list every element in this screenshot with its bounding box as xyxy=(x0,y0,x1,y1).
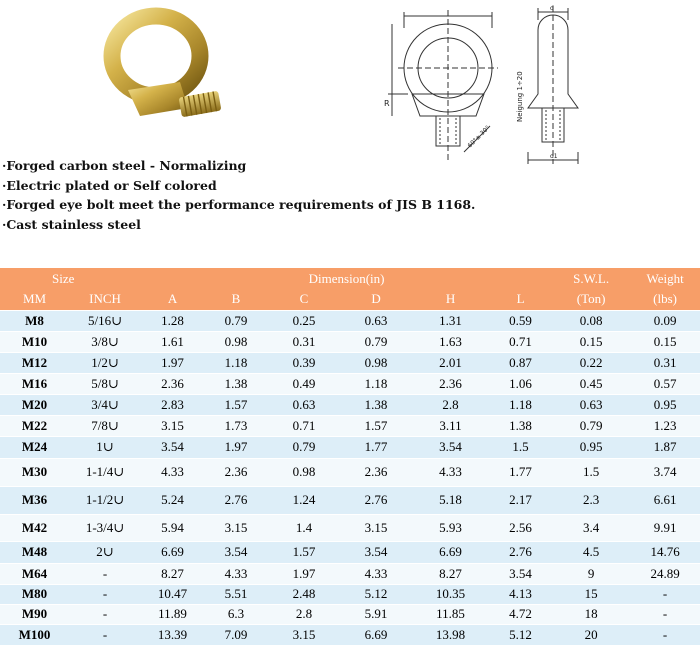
table-cell: 2.17 xyxy=(489,486,552,514)
table-cell: 1.28 xyxy=(141,310,204,331)
table-cell: 3.54 xyxy=(141,436,204,458)
table-cell: 0.57 xyxy=(630,373,700,394)
feature-item: ·Forged carbon steel - Normalizing xyxy=(2,158,247,173)
table-cell: 2.48 xyxy=(268,584,340,604)
table-cell: 1.63 xyxy=(412,331,489,352)
table-cell: 1.57 xyxy=(340,415,412,436)
feature-item: ·Forged eye bolt meet the performance requirements of JIS B 1168. xyxy=(2,197,476,212)
swl-group-header: S.W.L. xyxy=(552,268,630,289)
table-cell: 1.4 xyxy=(268,514,340,541)
table-cell: 10.47 xyxy=(141,584,204,604)
table-row xyxy=(0,373,700,394)
table-cell: 2.83 xyxy=(141,394,204,415)
table-row xyxy=(0,394,700,415)
table-cell: 3.74 xyxy=(630,458,700,486)
table-cell: 5.51 xyxy=(204,584,268,604)
table-cell: 0.79 xyxy=(268,436,340,458)
table-cell: 0.08 xyxy=(552,310,630,331)
table-cell: 6.3 xyxy=(204,604,268,624)
table-row xyxy=(0,415,700,436)
eye-bolt-image xyxy=(88,4,238,152)
table-cell: 3.4 xyxy=(552,514,630,541)
table-cell: 2.36 xyxy=(340,458,412,486)
table-cell: 7.09 xyxy=(204,624,268,645)
table-cell: 8.27 xyxy=(141,563,204,584)
column-header-lbs: (lbs) xyxy=(630,289,700,310)
table-row xyxy=(0,486,700,514)
table-cell: 0.49 xyxy=(268,373,340,394)
table-cell: 0.15 xyxy=(552,331,630,352)
table-cell: 0.98 xyxy=(268,458,340,486)
table-cell: 1.18 xyxy=(204,352,268,373)
table-cell: 1.97 xyxy=(268,563,340,584)
table-cell: 5/16∪ xyxy=(69,310,141,331)
table-cell-mm: M42 xyxy=(0,514,69,541)
table-cell: 3.15 xyxy=(141,415,204,436)
table-cell-mm: M10 xyxy=(0,331,69,352)
table-cell: 5.18 xyxy=(412,486,489,514)
table-cell: 3.15 xyxy=(204,514,268,541)
table-cell: - xyxy=(630,624,700,645)
table-cell: 4.33 xyxy=(340,563,412,584)
table-cell: 5.94 xyxy=(141,514,204,541)
table-cell: 2.76 xyxy=(204,486,268,514)
table-cell: 9 xyxy=(552,563,630,584)
table-cell-mm: M20 xyxy=(0,394,69,415)
table-cell: 1.97 xyxy=(204,436,268,458)
table-cell: 1.77 xyxy=(489,458,552,486)
table-cell-mm: M24 xyxy=(0,436,69,458)
table-cell-mm: M90 xyxy=(0,604,69,624)
table-cell: 4.13 xyxy=(489,584,552,604)
table-cell: 1.38 xyxy=(340,394,412,415)
table-cell: 0.31 xyxy=(268,331,340,352)
table-cell: 1.57 xyxy=(204,394,268,415)
table-cell: 3.54 xyxy=(412,436,489,458)
table-cell: 0.39 xyxy=(268,352,340,373)
table-cell: 5.12 xyxy=(489,624,552,645)
table-cell: 1-1/2∪ xyxy=(69,486,141,514)
spec-table-body xyxy=(0,310,700,645)
table-cell: 3.54 xyxy=(204,541,268,563)
table-cell: 15 xyxy=(552,584,630,604)
table-cell: 2.36 xyxy=(412,373,489,394)
feature-list xyxy=(2,156,502,234)
table-cell: 24.89 xyxy=(630,563,700,584)
table-cell: 8.27 xyxy=(412,563,489,584)
table-row xyxy=(0,331,700,352)
table-cell: 14.76 xyxy=(630,541,700,563)
table-cell: 11.89 xyxy=(141,604,204,624)
table-cell: 6.69 xyxy=(412,541,489,563)
drawing-label-angle: 60°± 30° xyxy=(466,124,492,150)
table-cell: 0.63 xyxy=(268,394,340,415)
table-cell: 0.63 xyxy=(552,394,630,415)
table-cell: 1∪ xyxy=(69,436,141,458)
table-cell: 4.33 xyxy=(204,563,268,584)
table-cell: 3.54 xyxy=(340,541,412,563)
column-header-d: D xyxy=(340,289,412,310)
table-cell: 0.71 xyxy=(489,331,552,352)
drawing-label-d: d xyxy=(550,5,554,12)
table-cell: 2.36 xyxy=(141,373,204,394)
table-cell: 5.91 xyxy=(340,604,412,624)
table-cell: 13.39 xyxy=(141,624,204,645)
column-header-inch: INCH xyxy=(69,289,141,310)
table-cell: 3.11 xyxy=(412,415,489,436)
table-cell: 1.5 xyxy=(552,458,630,486)
group-header-row xyxy=(0,268,700,289)
table-cell: - xyxy=(630,584,700,604)
table-cell: - xyxy=(69,563,141,584)
table-cell: 0.79 xyxy=(340,331,412,352)
table-cell: 1.06 xyxy=(489,373,552,394)
table-cell: 0.87 xyxy=(489,352,552,373)
table-cell: 5.12 xyxy=(340,584,412,604)
table-cell: 0.59 xyxy=(489,310,552,331)
drawing-label-r: R xyxy=(384,99,390,108)
table-cell: 1.38 xyxy=(489,415,552,436)
table-cell: 3/8∪ xyxy=(69,331,141,352)
column-header-row xyxy=(0,289,700,310)
table-cell: 0.98 xyxy=(204,331,268,352)
table-cell-mm: M16 xyxy=(0,373,69,394)
table-cell: 0.15 xyxy=(630,331,700,352)
table-cell: 6.61 xyxy=(630,486,700,514)
table-cell: 2.8 xyxy=(268,604,340,624)
table-cell: - xyxy=(69,584,141,604)
table-row xyxy=(0,624,700,645)
table-cell: 4.5 xyxy=(552,541,630,563)
technical-drawing-svg xyxy=(378,2,600,174)
table-cell: 0.79 xyxy=(204,310,268,331)
table-cell: 1-1/4∪ xyxy=(69,458,141,486)
table-cell: 1.31 xyxy=(412,310,489,331)
table-row xyxy=(0,604,700,624)
table-cell-mm: M80 xyxy=(0,584,69,604)
table-cell: 1.5 xyxy=(489,436,552,458)
table-cell-mm: M64 xyxy=(0,563,69,584)
column-header-a: A xyxy=(141,289,204,310)
table-cell: 11.85 xyxy=(412,604,489,624)
drawing-label-neigung: Neigung 1÷20 xyxy=(516,71,524,122)
table-cell: 1.24 xyxy=(268,486,340,514)
table-cell: 1.73 xyxy=(204,415,268,436)
table-cell: 2∪ xyxy=(69,541,141,563)
table-cell: 1.18 xyxy=(489,394,552,415)
table-cell: 2.36 xyxy=(204,458,268,486)
table-cell: 2.76 xyxy=(489,541,552,563)
eye-bolt-technical-drawing xyxy=(378,2,600,174)
table-cell: 1.97 xyxy=(141,352,204,373)
table-cell: 6.69 xyxy=(141,541,204,563)
table-cell: 1.87 xyxy=(630,436,700,458)
table-row xyxy=(0,436,700,458)
table-cell: 10.35 xyxy=(412,584,489,604)
table-cell: 1.18 xyxy=(340,373,412,394)
column-header-b: B xyxy=(204,289,268,310)
table-cell: 5.93 xyxy=(412,514,489,541)
table-cell: 3.15 xyxy=(268,624,340,645)
feature-item: ·Electric plated or Self colored xyxy=(2,177,217,193)
weight-group-header: Weight xyxy=(630,268,700,289)
table-cell: 2.76 xyxy=(340,486,412,514)
table-row xyxy=(0,514,700,541)
table-cell: 0.79 xyxy=(552,415,630,436)
table-cell: 6.69 xyxy=(340,624,412,645)
drawing-label-d1: d1 xyxy=(550,153,558,160)
table-cell: 0.95 xyxy=(552,436,630,458)
table-cell: 0.98 xyxy=(340,352,412,373)
table-cell: 2.3 xyxy=(552,486,630,514)
table-cell: 2.01 xyxy=(412,352,489,373)
table-cell: 3.54 xyxy=(489,563,552,584)
table-cell: 1-3/4∪ xyxy=(69,514,141,541)
table-row xyxy=(0,541,700,563)
table-cell: 0.22 xyxy=(552,352,630,373)
table-row xyxy=(0,310,700,331)
dimension-group-header: Dimension(in) xyxy=(141,268,552,289)
table-cell-mm: M36 xyxy=(0,486,69,514)
table-cell: 1.61 xyxy=(141,331,204,352)
table-cell-mm: M12 xyxy=(0,352,69,373)
table-cell: 5/8∪ xyxy=(69,373,141,394)
column-header-mm: MM xyxy=(0,289,69,310)
table-cell-mm: M100 xyxy=(0,624,69,645)
table-cell: 9.91 xyxy=(630,514,700,541)
table-row xyxy=(0,458,700,486)
table-cell: 0.09 xyxy=(630,310,700,331)
table-cell: - xyxy=(69,604,141,624)
table-cell: 4.33 xyxy=(141,458,204,486)
column-header-c: C xyxy=(268,289,340,310)
table-cell: 1.77 xyxy=(340,436,412,458)
table-cell: 2.8 xyxy=(412,394,489,415)
table-cell: 1.57 xyxy=(268,541,340,563)
table-cell-mm: M48 xyxy=(0,541,69,563)
table-cell: - xyxy=(630,604,700,624)
table-row xyxy=(0,563,700,584)
table-cell: 0.25 xyxy=(268,310,340,331)
table-cell: 1.23 xyxy=(630,415,700,436)
table-cell-mm: M22 xyxy=(0,415,69,436)
column-header-h: H xyxy=(412,289,489,310)
table-cell: 0.63 xyxy=(340,310,412,331)
table-cell: 18 xyxy=(552,604,630,624)
table-cell: 5.24 xyxy=(141,486,204,514)
table-row xyxy=(0,352,700,373)
table-cell: 7/8∪ xyxy=(69,415,141,436)
table-row xyxy=(0,584,700,604)
table-cell: 2.56 xyxy=(489,514,552,541)
table-cell: - xyxy=(69,624,141,645)
table-cell-mm: M8 xyxy=(0,310,69,331)
table-cell: 0.45 xyxy=(552,373,630,394)
table-cell: 13.98 xyxy=(412,624,489,645)
column-header-ton: (Ton) xyxy=(552,289,630,310)
eye-bolt-photo xyxy=(88,4,238,152)
table-cell: 1/2∪ xyxy=(69,352,141,373)
table-cell: 4.33 xyxy=(412,458,489,486)
column-header-l: L xyxy=(489,289,552,310)
table-cell: 3.15 xyxy=(340,514,412,541)
table-cell: 1.38 xyxy=(204,373,268,394)
table-cell: 0.71 xyxy=(268,415,340,436)
table-cell: 20 xyxy=(552,624,630,645)
spec-table xyxy=(0,268,700,645)
size-group-header: Size xyxy=(0,268,141,289)
table-cell: 0.95 xyxy=(630,394,700,415)
table-cell: 3/4∪ xyxy=(69,394,141,415)
table-cell: 4.72 xyxy=(489,604,552,624)
table-cell-mm: M30 xyxy=(0,458,69,486)
feature-item: ·Cast stainless steel xyxy=(2,216,141,232)
table-cell: 0.31 xyxy=(630,352,700,373)
